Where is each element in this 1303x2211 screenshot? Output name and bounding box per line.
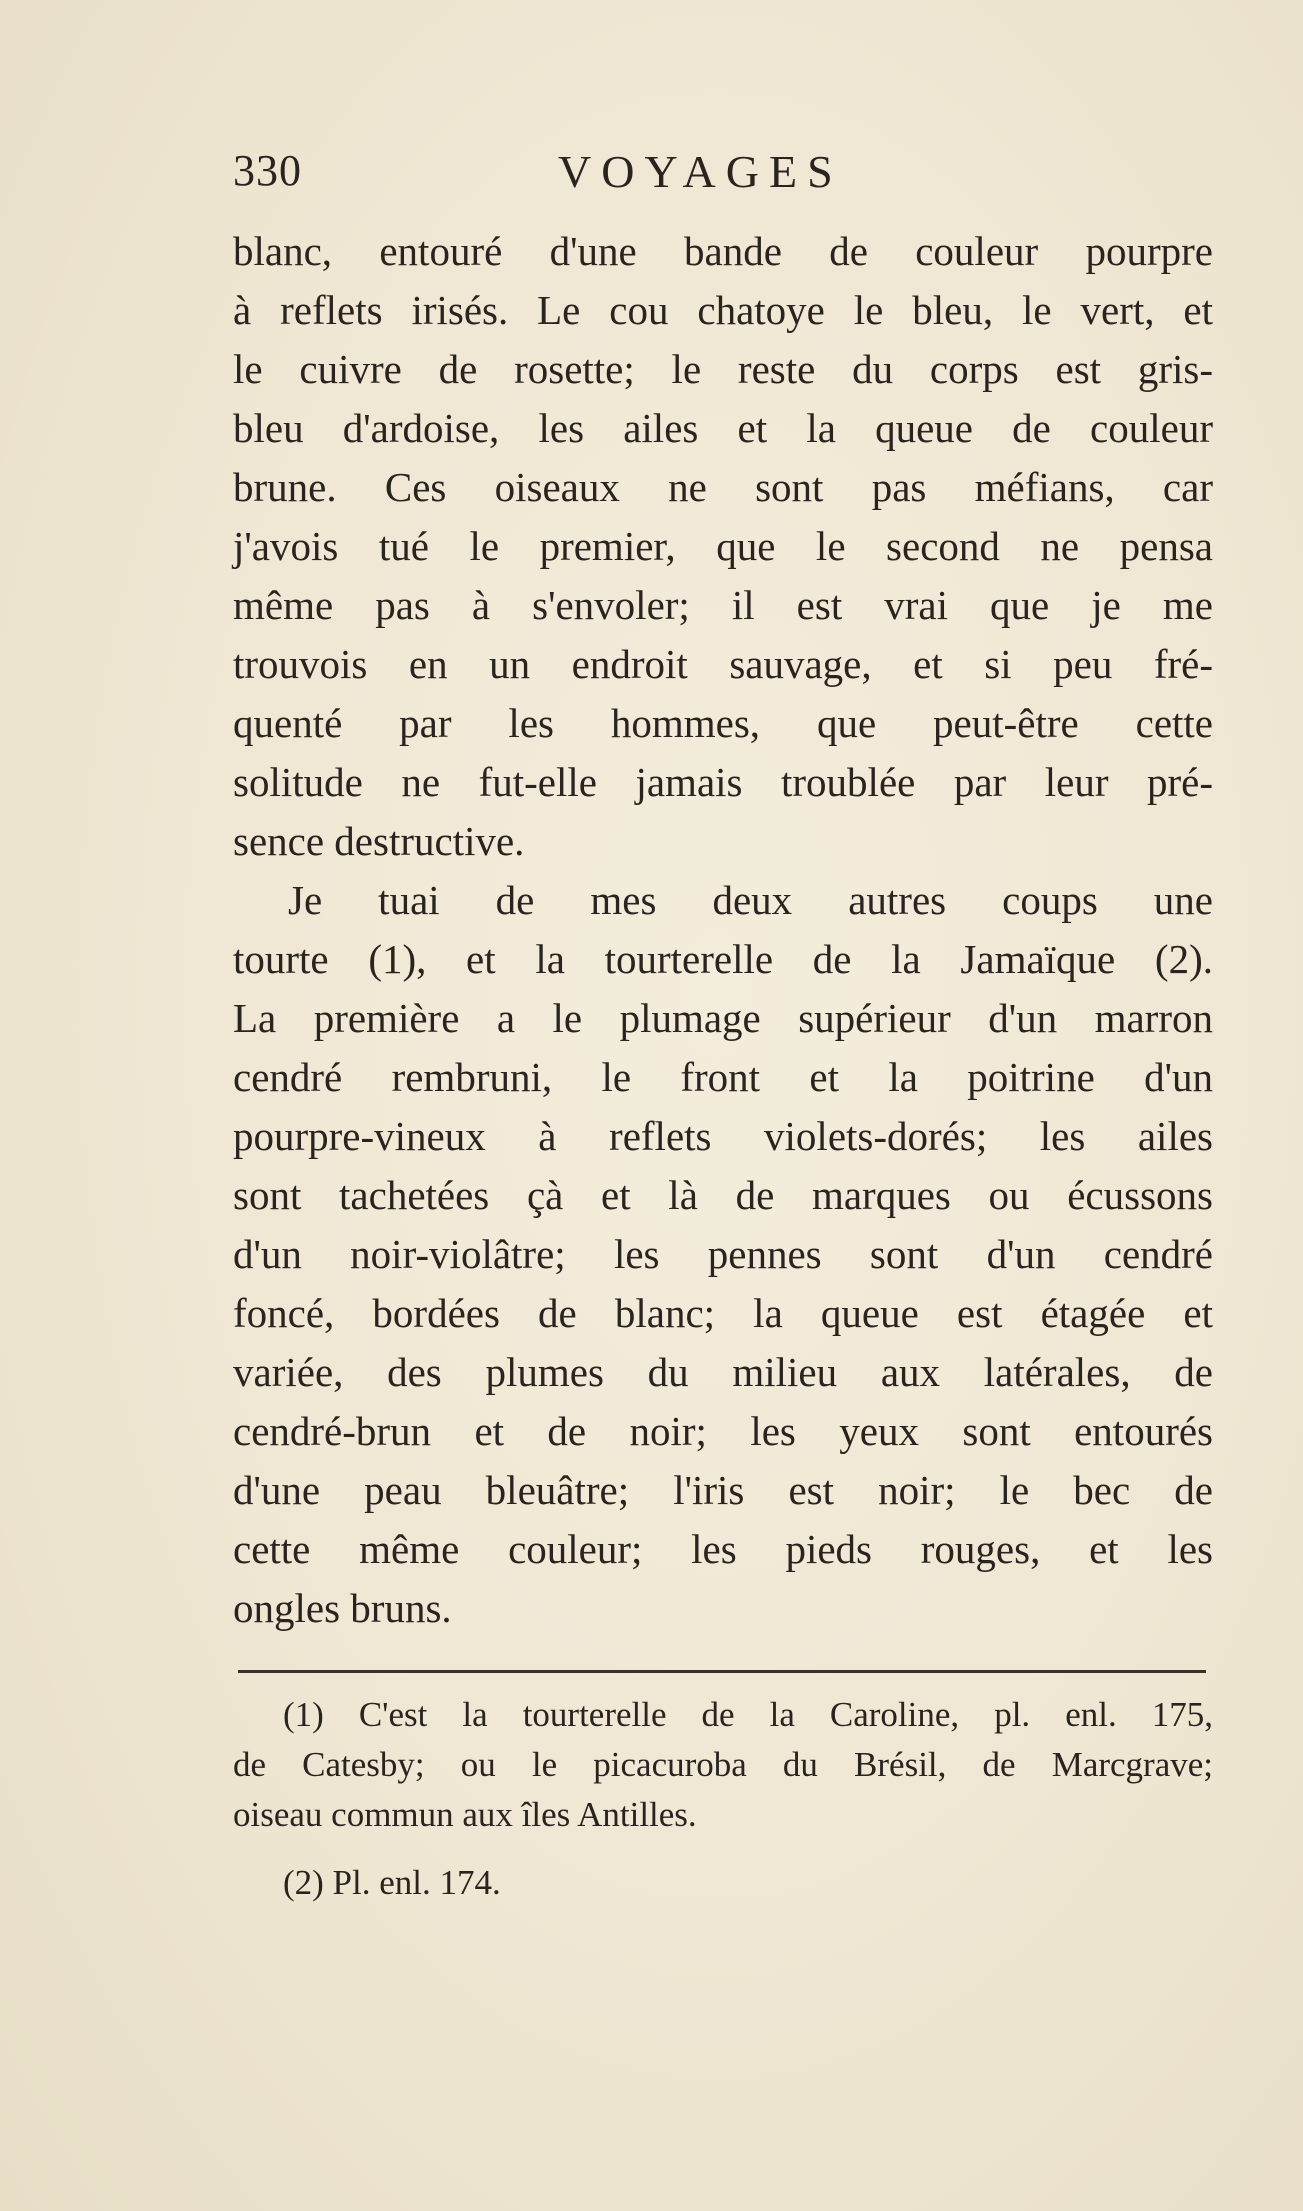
text-line: à reflets irisés. Le cou chatoye le bleu, le vert, et: [233, 287, 1213, 333]
text-line: d'une peau bleuâtre; l'iris est noir; le bec de: [233, 1467, 1213, 1513]
footnote-line: (1) C'est la tourterelle de la Caroline, pl. enl. 175,: [283, 1695, 1213, 1734]
paragraph-first-line: Je tuai de mes deux autres coups une: [288, 877, 1213, 923]
text-line: foncé, bordées de blanc; la queue est étagée et: [233, 1290, 1213, 1336]
text-line: d'un noir-violâtre; les pennes sont d'un cendré: [233, 1231, 1213, 1277]
text-line: variée, des plumes du milieu aux latérales, de: [233, 1349, 1213, 1395]
text-line: cendré-brun et de noir; les yeux sont entourés: [233, 1408, 1213, 1454]
running-title: VOYAGES: [558, 146, 843, 197]
text-line: sence destructive.: [233, 818, 525, 864]
body-text: [233, 222, 1213, 1638]
text-line: brune. Ces oiseaux ne sont pas méfians, car: [233, 464, 1213, 510]
text-line: tourte (1), et la tourterelle de la Jamaïque (2).: [233, 936, 1213, 982]
text-line: pourpre-vineux à reflets violets-dorés; les ailes: [233, 1113, 1213, 1159]
text-line: cette même couleur; les pieds rouges, et les: [233, 1526, 1213, 1572]
text-line: solitude ne fut-elle jamais troublée par leur pré-: [233, 759, 1213, 805]
page-header: [233, 145, 1083, 205]
text-line: j'avois tué le premier, que le second ne pensa: [233, 523, 1213, 569]
text-line: sont tachetées çà et là de marques ou écussons: [233, 1172, 1213, 1218]
text-line: La première a le plumage supérieur d'un marron: [233, 995, 1213, 1041]
text-line: blanc, entouré d'une bande de couleur pourpre: [233, 228, 1213, 274]
footnotes: [233, 1690, 1213, 1908]
text-line: bleu d'ardoise, les ailes et la queue de couleur: [233, 405, 1213, 451]
text-line: trouvois en un endroit sauvage, et si peu fré-: [233, 641, 1213, 687]
text-line: quenté par les hommes, que peut-être cette: [233, 700, 1213, 746]
footnote-line: de Catesby; ou le picacuroba du Brésil, de Marcgrave;: [233, 1745, 1213, 1784]
footnote-line: (2) Pl. enl. 174.: [283, 1863, 501, 1902]
footnote-separator-rule: [238, 1670, 1206, 1673]
text-line: le cuivre de rosette; le reste du corps est gris-: [233, 346, 1213, 392]
footnote-line: oiseau commun aux îles Antilles.: [233, 1795, 697, 1834]
text-line: cendré rembruni, le front et la poitrine d'un: [233, 1054, 1213, 1100]
text-line: ongles bruns.: [233, 1585, 452, 1631]
page-number: 330: [233, 146, 302, 195]
text-line: même pas à s'envoler; il est vrai que je me: [233, 582, 1213, 628]
